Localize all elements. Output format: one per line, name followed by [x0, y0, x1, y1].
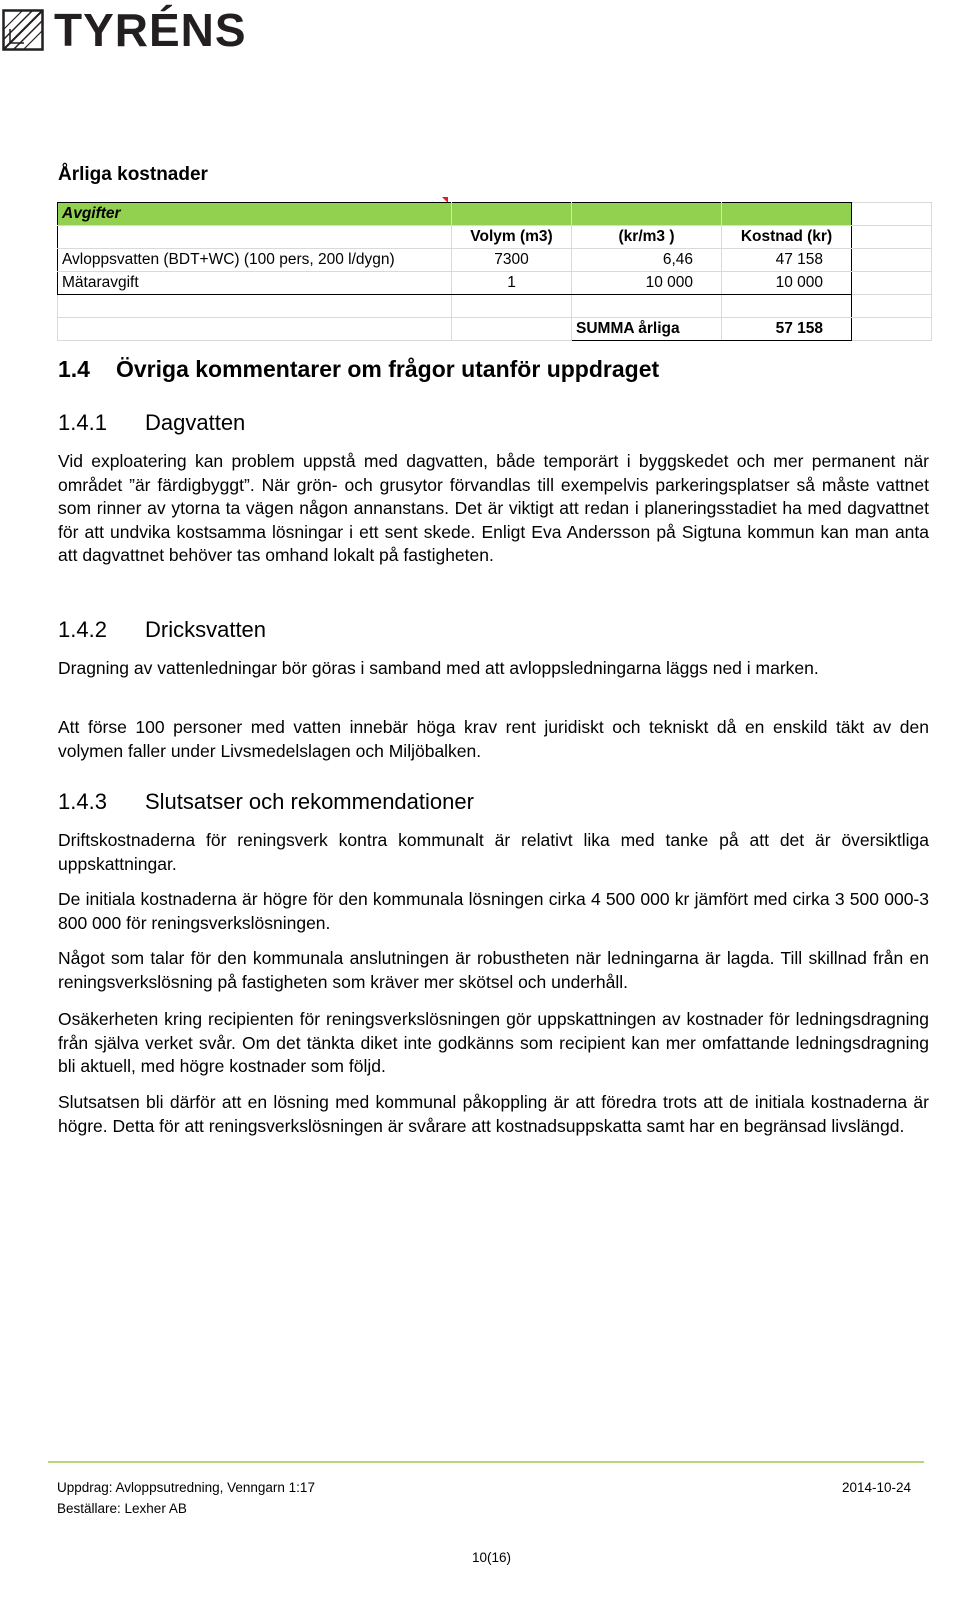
paragraph: Osäkerheten kring recipienten för reningsverkslösningen gör uppskattningen av kostnader för ledningsdragning från själva verket svår. Om det tänkta diket inte godkänns som recipient kan mer omfattande ledningsdragning bli aktuell, med högre kostnader som följd. — [58, 1009, 929, 1076]
subsection-heading-dagvatten: 1.4.1 Dagvatten — [58, 410, 246, 435]
paragraph: Att förse 100 personer med vatten innebär höga krav rent juridiskt och tekniskt då en enskild täkt av den volymen faller under Livsmedelslagen och Miljöbalken. — [58, 717, 929, 761]
column-header-cost: Kostnad (kr) — [722, 226, 852, 249]
page-number: 10(16) — [472, 1550, 512, 1565]
section-title: Övriga kommentarer om frågor utanför uppdraget — [116, 356, 660, 382]
section-number: 1.4 — [58, 356, 90, 382]
paragraph: Dragning av vattenledningar bör göras i samband med att avloppsledningarna läggs ned i marken. — [58, 658, 819, 678]
tyrens-logo-icon — [2, 9, 44, 51]
row-volume: 7300 — [452, 249, 572, 272]
paragraph: Vid exploatering kan problem uppstå med dagvatten, både temporärt i byggskedet och mer permanent när området ”är färdigbyggt”. När grön- och grusytor förvandlas till exempelvis parkeringsplatser så måste vattnet som rinner av ytorna ta vägen någon annanstans. Det är viktigt att redan i planeringsstadiet ha med dagvattnet för att undvika kostsamma lösningar i ett sent skede. Enligt Eva Andersson på Sigtuna kommun kan man anta att dagvattnet behöver tas omhand lokalt på fastigheten. — [58, 451, 929, 565]
annual-costs-title: Årliga kostnader — [58, 164, 208, 185]
footer-assignment: Uppdrag: Avloppsutredning, Venngarn 1:17 — [57, 1480, 315, 1495]
subsection-heading-slutsatser: 1.4.3 Slutsatser och rekommendationer — [58, 789, 474, 814]
row-label: Avloppsvatten (BDT+WC) (100 pers, 200 l/dygn) — [58, 249, 452, 272]
footer-divider — [48, 1461, 924, 1463]
section-label: Avgifter — [58, 203, 452, 226]
footer-client: Beställare: Lexher AB — [57, 1501, 187, 1516]
table-row — [58, 272, 932, 295]
company-logo — [2, 4, 247, 56]
row-label: Mätaravgift — [58, 272, 452, 295]
paragraph: Slutsatsen bli därför att en lösning med kommunal påkoppling är att föredra trots att de initiala kostnaderna är högre. Detta för att reningsverkslösningen är svårare att kostnadsuppskatta samt har en begränsad livslängd. — [58, 1092, 929, 1136]
paragraph: De initiala kostnaderna är högre för den kommunala lösningen cirka 4 500 000 kr jämfört med cirka 3 500 000-3 800 000 för reningsverkslösningen. — [58, 889, 929, 933]
cost-table — [57, 202, 932, 341]
paragraph: Något som talar för den kommunala anslutningen är robustheten när ledningarna är lagda. Till skillnad från en reningsverkslösning på fastigheten som kräver mer skötsel och underhåll. — [58, 948, 929, 992]
paragraph: Driftskostnaderna för reningsverk kontra kommunalt är relativt lika med tanke på att det är översiktliga uppskattningar. — [58, 830, 929, 874]
row-price: 10 000 — [572, 272, 722, 295]
sum-value: 57 158 — [722, 318, 852, 341]
footer-date: 2014-10-24 — [842, 1480, 912, 1495]
section-heading — [58, 356, 659, 383]
logo-text: TYRÉNS — [54, 4, 247, 56]
column-header-volume: Volym (m3) — [452, 226, 572, 249]
table-header-row — [58, 226, 932, 249]
row-cost: 10 000 — [722, 272, 852, 295]
table-sum-row — [58, 318, 932, 341]
row-cost: 47 158 — [722, 249, 852, 272]
sum-label: SUMMA årliga — [572, 318, 722, 341]
row-volume: 1 — [452, 272, 572, 295]
column-header-price: (kr/m3 ) — [572, 226, 722, 249]
table-section-row — [58, 203, 932, 226]
subsection-heading-dricksvatten: 1.4.2 Dricksvatten — [58, 617, 267, 642]
table-empty-row — [58, 295, 932, 318]
table-row — [58, 249, 932, 272]
row-price: 6,46 — [572, 249, 722, 272]
